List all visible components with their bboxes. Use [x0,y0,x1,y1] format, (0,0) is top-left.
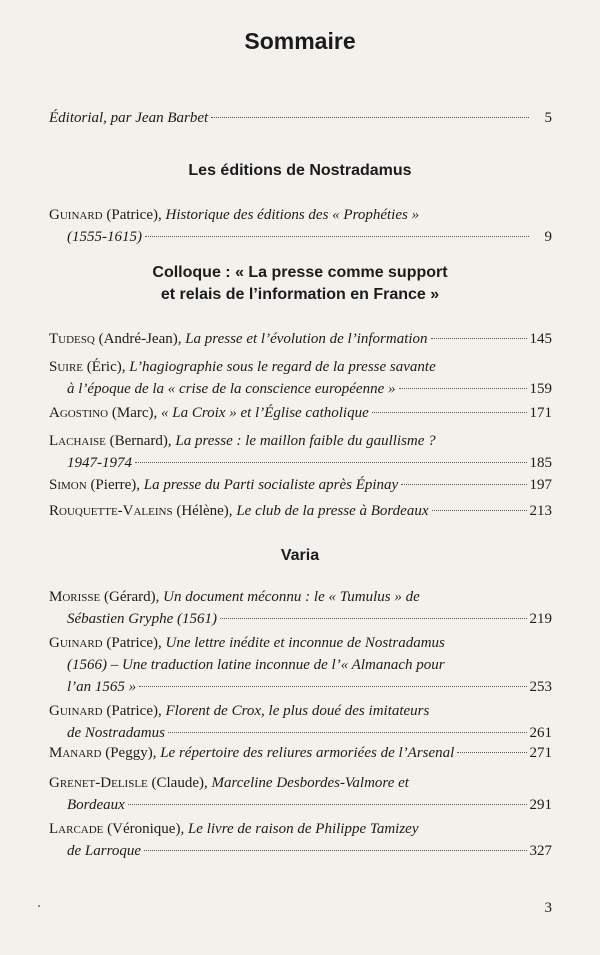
toc-entry [49,500,552,522]
leader-dots [135,462,527,463]
leader-dots [432,510,527,511]
author-given: (Bernard), [109,433,172,449]
entry-title-cont: de Larroque [67,843,142,859]
page-number: 159 [529,381,552,397]
author-given: (Peggy), [105,745,157,761]
entry-text: Éditorial, par Jean Barbet [49,110,209,126]
entry-title: La presse et l’évolution de l’information [185,331,428,347]
entry-title: La presse du Parti socialiste après Épinay [143,477,399,493]
entry-title: L’hagiographie sous le regard de la presse savante [129,359,436,375]
author-surname: Guinard [49,635,103,651]
entry-title: Un document méconnu : le « Tumulus » de [163,589,420,605]
author-given: (Claude), [151,775,208,791]
page-number: 271 [529,745,552,761]
entry-title-cont: de Nostradamus [67,725,165,741]
page-number: 291 [529,797,552,813]
author-given: (André-Jean), [98,331,182,347]
page-number: 145 [529,331,552,347]
section-heading-editions: Les éditions de Nostradamus [188,162,412,179]
entry-title: Le répertoire des reliures armoriées de l’Arsenal [160,745,455,761]
leader-dots [431,338,527,339]
leader-dots [168,732,527,733]
entry-title: Marceline Desbordes-Valmore et [211,775,409,791]
author-given: (Hélène), [176,503,233,519]
author-surname: Simon [49,477,87,493]
leader-dots [144,850,526,851]
author-surname: Morisse [49,589,101,605]
section-heading-colloque: Colloque : « La presse comme support et relais de l’information en France » [152,264,448,303]
toc-entry [49,430,552,474]
author-surname: Tudesq [49,331,95,347]
author-surname: Rouquette-Valeins [49,503,173,519]
toc-entry [49,772,552,816]
toc-entry [49,328,552,350]
toc-entry [49,474,552,496]
leader-dots [457,752,526,753]
page-number: 219 [529,611,552,627]
entry-title: Historique des éditions des « Prophéties » [165,207,420,223]
author-given: (Patrice), [106,207,162,223]
page-number: 261 [529,725,552,741]
author-given: (Pierre), [90,477,140,493]
leader-dots [139,686,526,687]
entry-title: « La Croix » et l’Église catholique [161,405,369,421]
entry-title-cont: (1566) – Une traduction latine inconnue de l’« Almanach pour [67,657,445,673]
toc-entry [49,402,552,424]
entry-title: Le club de la presse à Bordeaux [236,503,429,519]
leader-dots [401,484,526,485]
page-number: 5 [544,110,552,126]
author-given: (Éric), [86,359,126,375]
entry-title: Une lettre inédite et inconnue de Nostradamus [165,635,445,651]
toc-entry [49,356,552,400]
folio-page-number: 3 [544,900,552,916]
author-surname: Agostino [49,405,109,421]
leader-dots [128,804,527,805]
entry-title: La presse : le maillon faible du gaullisme ? [175,433,436,449]
toc-entry [49,204,552,248]
author-given: (Véronique), [107,821,185,837]
author-surname: Grenet-Delisle [49,775,148,791]
entry-title-cont: l’an 1565 » [67,679,137,695]
toc-entry [49,700,552,744]
toc-entry-editorial [49,107,552,129]
page-number: 197 [529,477,552,493]
page-number: 185 [529,455,552,471]
toc-entry [49,586,552,630]
entry-title-cont: Bordeaux [67,797,125,813]
author-surname: Lachaise [49,433,106,449]
author-surname: Larcade [49,821,104,837]
entry-title: Florent de Crox, le plus doué des imitateurs [165,703,430,719]
author-surname: Suire [49,359,84,375]
leader-dots [372,412,527,413]
author-surname: Manard [49,745,102,761]
page-number: 9 [544,229,552,245]
page-number: 327 [529,843,552,859]
leader-dots [211,117,529,118]
entry-title: Le livre de raison de Philippe Tamizey [187,821,419,837]
author-surname: Guinard [49,207,103,223]
toc-entry [49,632,552,698]
author-given: (Patrice), [106,703,162,719]
paper-speck [38,905,40,907]
entry-title-cont: Sébastien Gryphe (1561) [67,611,217,627]
entry-title-cont: (1555-1615) [67,229,142,245]
toc-entry [49,818,552,862]
entry-title-cont: 1947-1974 [67,455,132,471]
leader-dots [145,236,529,237]
page-number: 171 [529,405,552,421]
author-given: (Patrice), [106,635,162,651]
entry-title-cont: à l’époque de la « crise de la conscience européenne » [67,381,396,397]
author-given: (Marc), [111,405,158,421]
page-title: Sommaire [244,28,356,54]
section-heading-varia: Varia [280,547,320,564]
page-number: 253 [529,679,552,695]
leader-dots [220,618,527,619]
page-number: 213 [529,503,552,519]
leader-dots [399,388,527,389]
author-given: (Gérard), [104,589,160,605]
author-surname: Guinard [49,703,103,719]
toc-entry [49,742,552,764]
